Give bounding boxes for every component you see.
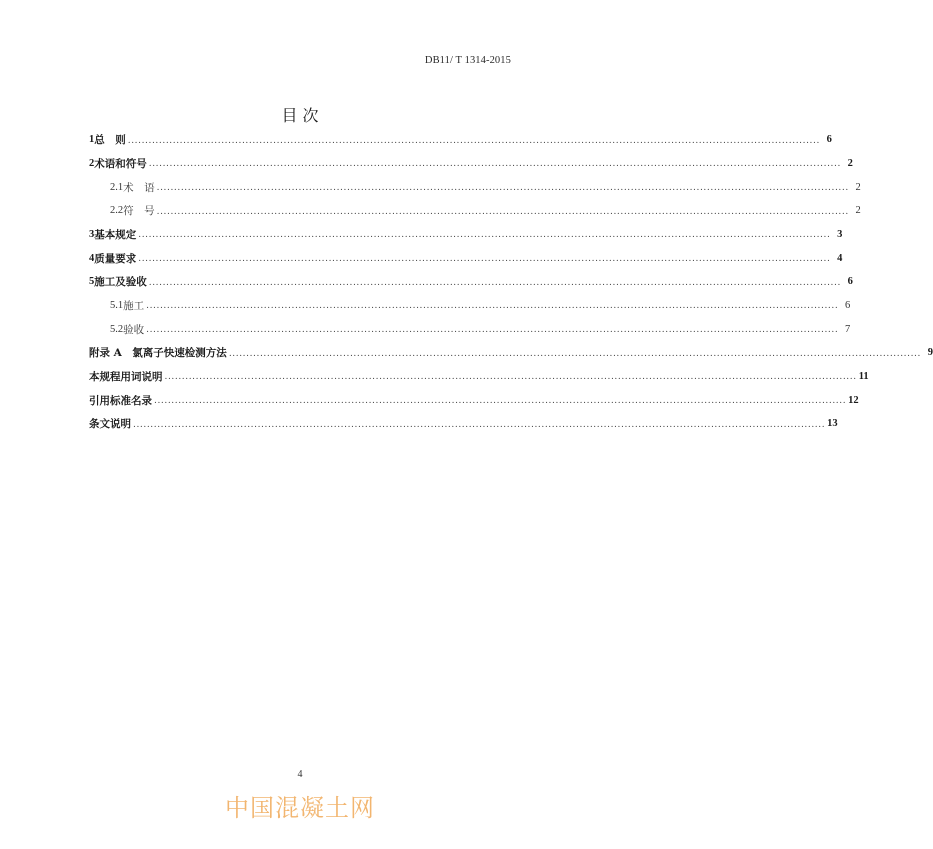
toc-entry-page: 11 [858, 370, 869, 382]
toc-entry-page: 12 [848, 394, 859, 406]
toc-entry-title: 基本规定 [94, 228, 137, 241]
toc-entry-page: 6 [845, 299, 851, 311]
toc-entry[interactable] [89, 152, 853, 176]
toc-entry-title: 引用标准名录 [89, 394, 152, 407]
toc-entry-page: 7 [845, 323, 851, 335]
toc-entry[interactable] [89, 175, 861, 199]
toc-entry-title: 条文说明 [89, 418, 131, 431]
toc-entry-number: 3 [89, 228, 95, 240]
toc-dot-leader: ........................................................................................................................................................................................................ [127, 135, 820, 146]
toc-entry-page: 6 [847, 276, 853, 288]
toc-entry-number: 5.2 [110, 323, 124, 335]
toc-entry-number: 4 [89, 252, 95, 264]
toc-dot-leader: ........................................................................................................................................................................................................ [138, 230, 831, 241]
toc-entry-number: 5 [89, 276, 95, 288]
toc-entry[interactable] [89, 365, 869, 389]
toc-entry-number: 1 [89, 134, 95, 146]
toc-entry[interactable] [89, 246, 843, 270]
toc-entry-page: 2 [855, 205, 861, 217]
document-code: DB11/ T 1314-2015 [424, 55, 511, 66]
toc-dot-leader: ........................................................................................................................................................................................................ [138, 254, 831, 265]
toc-entry-title: 施工及验收 [94, 276, 147, 289]
toc-dot-leader: ........................................................................................................................................................................................................ [146, 301, 839, 312]
toc-entry-page: 9 [927, 347, 933, 359]
toc-entry[interactable] [89, 388, 859, 412]
toc-dot-leader: ........................................................................................................................................................................................................ [164, 372, 857, 383]
toc-entry[interactable] [89, 270, 853, 294]
toc-dot-leader: ........................................................................................................................................................................................................ [148, 159, 841, 170]
page-number: 4 [297, 769, 303, 780]
toc-entry[interactable] [89, 199, 861, 223]
toc-entry[interactable] [89, 294, 851, 318]
toc-entry-number: 2 [89, 157, 95, 169]
toc-entry-number: 2.1 [110, 181, 124, 193]
toc-entry-page: 6 [826, 134, 832, 146]
toc-dot-leader: ........................................................................................................................................................................................................ [146, 325, 839, 336]
watermark: 中国混凝土网 [225, 794, 375, 822]
toc-dot-leader: ........................................................................................................................................................................................................ [156, 206, 849, 217]
toc-dot-leader: ........................................................................................................................................................................................................ [133, 419, 826, 430]
toc-entry-number: 2.2 [110, 205, 124, 217]
toc-entry-page: 3 [837, 228, 843, 240]
toc-entry-page: 2 [855, 181, 861, 193]
toc-entry[interactable] [89, 128, 832, 152]
toc-entry-title: 本规程用词说明 [89, 370, 163, 383]
toc-entry-page: 4 [837, 252, 843, 264]
toc-list [89, 128, 933, 436]
toc-entry-page: 2 [847, 157, 853, 169]
toc-entry-page: 13 [827, 418, 838, 430]
toc-dot-leader: ........................................................................................................................................................................................................ [156, 183, 849, 194]
toc-entry[interactable] [89, 223, 843, 247]
toc-entry-title: 术 语 [123, 181, 155, 194]
toc-entry-title: 符 号 [123, 205, 155, 218]
toc-title: 目 次 [281, 106, 319, 125]
toc-entry-title: 总 则 [94, 134, 126, 147]
toc-entry-number: 5.1 [110, 299, 124, 311]
toc-entry[interactable] [89, 317, 851, 341]
toc-entry-title: 附录 A 氯离子快速检测方法 [89, 347, 227, 360]
toc-dot-leader: ........................................................................................................................................................................................................ [148, 277, 841, 288]
toc-entry-title: 验收 [123, 323, 145, 336]
toc-entry-title: 施工 [123, 299, 145, 312]
toc-entry[interactable] [89, 341, 933, 365]
toc-entry-title: 术语和符号 [94, 157, 147, 170]
toc-dot-leader: ........................................................................................................................................................................................................ [228, 348, 921, 359]
toc-entry-title: 质量要求 [94, 252, 137, 265]
toc-dot-leader: ........................................................................................................................................................................................................ [154, 396, 847, 407]
toc-entry[interactable] [89, 412, 838, 436]
